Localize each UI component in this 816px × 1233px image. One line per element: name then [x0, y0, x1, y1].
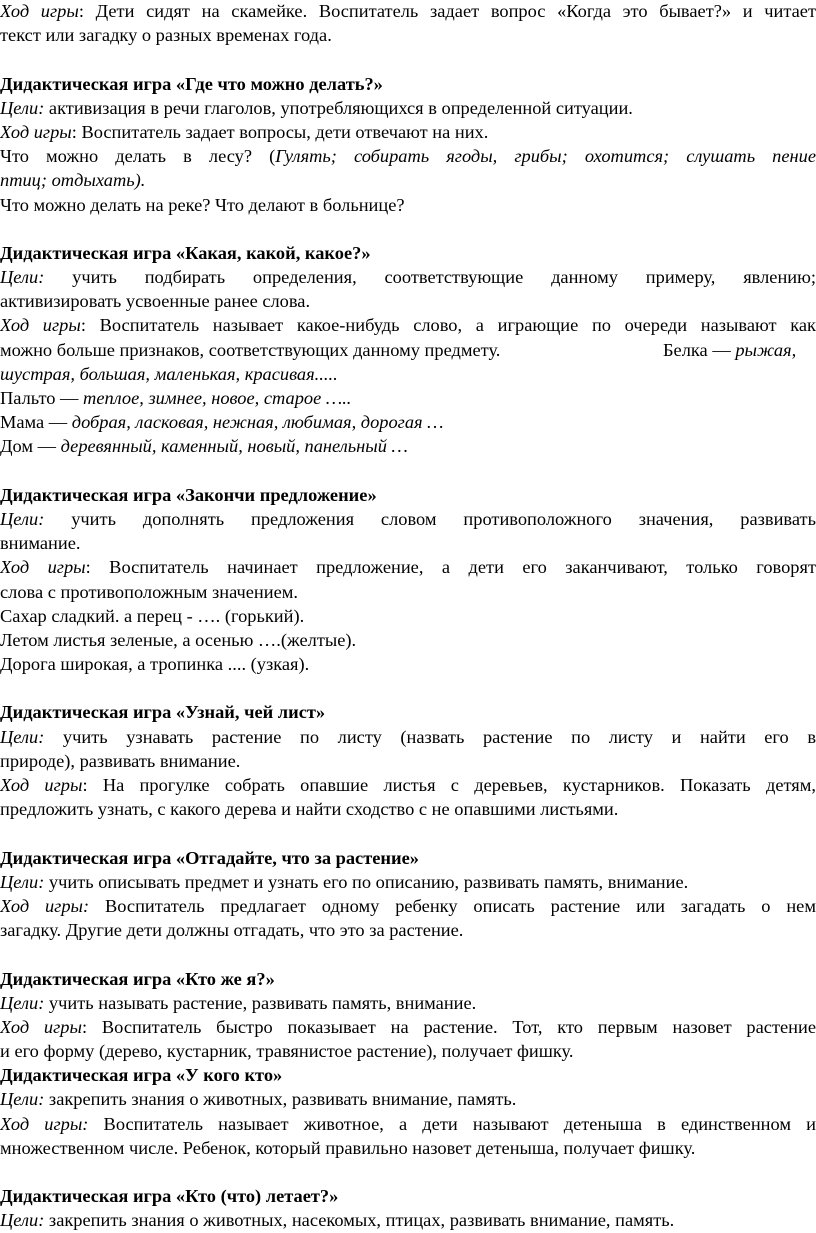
move-text: предложить узнать, с какого дерева и найти сходство с не опавшими листьями. [0, 799, 619, 820]
game-title: Дидактическая игра «Отгадайте, что за растение» [0, 847, 419, 868]
goal-text: учить подбирать определения, соответствующие данному примеру, явлению; [44, 267, 816, 288]
move-label: Ход игры [0, 557, 86, 578]
game-title: Дидактическая игра «Узнай, чей лист» [0, 702, 326, 723]
move-text: : Воспитатель задает вопросы, дети отвечают на них. [71, 121, 489, 142]
move-text: слова с противоположным значением. [0, 581, 298, 602]
goal-text: учить узнавать растение по листу (назвать растение по листу и найти его в [44, 726, 816, 747]
intro-line-1 [0, 0, 816, 23]
move-text: : Воспитатель называет какое-нибудь слово, а играющие по очереди называют как [80, 315, 816, 336]
example-sentence: Летом листья зеленые, а осенью ….(желтые). [0, 629, 357, 650]
move-text: Воспитатель называет животное, а дети называют детеныша в единственном и [88, 1113, 816, 1134]
intro-text: : Дети сидят на скамейке. Воспитатель задает вопрос «Когда это бывает?» и читает [78, 1, 816, 21]
goal-text: учить описывать предмет и узнать его по описанию, развивать память, внимание. [44, 871, 689, 892]
goal-text: активизировать усвоенные ранее слова. [0, 291, 311, 312]
move-text: и его форму (дерево, кустарник, травянистое растение), получает фишку. [0, 1041, 574, 1062]
game-title: Дидактическая игра «У кого кто» [0, 1065, 283, 1086]
move-text: : На прогулке собрать опавшие листья с деревьев, кустарников. Показать детям, [82, 775, 816, 795]
goal-label: Цели: [0, 726, 45, 747]
intro-line-2: текст или загадку о разных временах года. [0, 25, 332, 46]
move-text: Воспитатель предлагает одному ребенку описать растение или загадать о нем [89, 895, 816, 916]
example-attributes: добрая, ласковая, нежная, любимая, дорогая … [71, 412, 444, 433]
move-text: : Воспитатель быстро показывает на растение. Тот, кто первым назовет растение [81, 1016, 816, 1037]
move-text: : Воспитатель начинает предложение, а дети его заканчивают, только говорят [85, 557, 816, 578]
goal-label: Цели: [0, 97, 45, 118]
goal-text: закрепить знания о животных, насекомых, птицах, развивать внимание, память. [44, 1210, 675, 1231]
goal-text: закрепить знания о животных, развивать внимание, память. [44, 1089, 517, 1110]
example-word: Дом — [0, 436, 61, 457]
goal-label: Цели: [0, 1089, 45, 1110]
move-label: Ход игры [0, 1, 79, 21]
question-text: Что можно делать на реке? Что делают в больнице? [0, 194, 405, 215]
goal-label: Цели: [0, 992, 45, 1013]
example-attributes: рыжая, [735, 339, 797, 360]
goal-label: Цели: [0, 871, 45, 892]
move-text: можно больше признаков, соответствующих данному предмету. [0, 339, 501, 360]
move-label: Ход игры [0, 775, 83, 795]
move-label: Ход игры: [0, 1113, 89, 1134]
goal-text: учить дополнять предложения словом противоположного значения, развивать [44, 508, 816, 529]
goal-label: Цели: [0, 1210, 45, 1231]
goal-text: активизация в речи глаголов, употребляющихся в определенной ситуации. [44, 97, 633, 118]
goal-text: природе), развивать внимание. [0, 750, 241, 771]
game-title: Дидактическая игра «Где что можно делать?» [0, 73, 383, 94]
question-text: Что можно делать в лесу? ( [0, 146, 276, 167]
game-title: Дидактическая игра «Какая, какой, какое?» [0, 242, 371, 263]
move-text: загадку. Другие дети должны отгадать, что это за растение. [0, 920, 464, 941]
example-word: Пальто — [0, 388, 84, 408]
example-word: Мама — [0, 412, 72, 433]
move-label: Ход игры [0, 1016, 82, 1037]
goal-text: внимание. [0, 533, 81, 554]
move-text: множественном числе. Ребенок, который правильно назовет детеныша, получает фишку. [0, 1137, 696, 1158]
move-label: Ход игры [0, 315, 81, 336]
example-word: Белка — [663, 339, 736, 360]
answer-text: Гулять; собирать ягоды, грибы; охотится; слушать пение [275, 146, 816, 167]
example-attributes: теплое, зимнее, новое, старое ….. [83, 388, 352, 408]
move-label: Ход игры: [0, 895, 90, 916]
game-title: Дидактическая игра «Кто же я?» [0, 968, 275, 989]
example-attributes: шустрая, большая, маленькая, красивая..... [0, 363, 338, 384]
goal-label: Цели: [0, 267, 45, 288]
goal-label: Цели: [0, 508, 45, 529]
game-title: Дидактическая игра «Кто (что) летает?» [0, 1186, 339, 1207]
example-attributes: деревянный, каменный, новый, панельный … [60, 436, 408, 457]
example-sentence: Сахар сладкий. а перец - …. (горький). [0, 605, 305, 626]
goal-text: учить называть растение, развивать память, внимание. [44, 992, 477, 1013]
game-title: Дидактическая игра «Закончи предложение» [0, 484, 377, 505]
move-label: Ход игры [0, 121, 72, 142]
answer-text: птиц; отдыхать). [0, 170, 146, 191]
example-sentence: Дорога широкая, а тропинка .... (узкая). [0, 654, 310, 675]
